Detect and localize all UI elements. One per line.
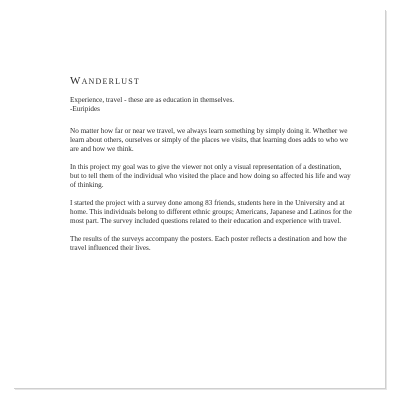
epigraph: [70, 96, 352, 114]
paragraph-3: I started the project with a survey done among 83 friends, students here in the University and at home. This individuals belong to different ethnic groups; Americans, Japanese and Latinos for the most part. The survey included questions related to their education and experience with travel.: [70, 199, 352, 225]
paragraph-4: The results of the surveys accompany the posters. Each poster reflects a destination and how the travel influenced their lives.: [70, 235, 347, 252]
epigraph-quote: Experience, travel - these are as education in themselves.: [70, 96, 235, 104]
document-page: [14, 10, 386, 389]
paragraph-1: No matter how far or near we travel, we always learn something by simply doing it. Whether we learn about others, ourselves or simply of the places we visits, that learning does adds to who we are and how we think.: [70, 127, 349, 153]
document-title: Wanderlust: [70, 75, 140, 87]
epigraph-attribution: -Euripides: [70, 105, 100, 113]
document-body: [70, 77, 352, 262]
paragraph-2: In this project my goal was to give the viewer not only a visual representation of a destination, but to tell them of the individual who visited the place and how doing so affected his life and way of thinking.: [70, 163, 351, 189]
